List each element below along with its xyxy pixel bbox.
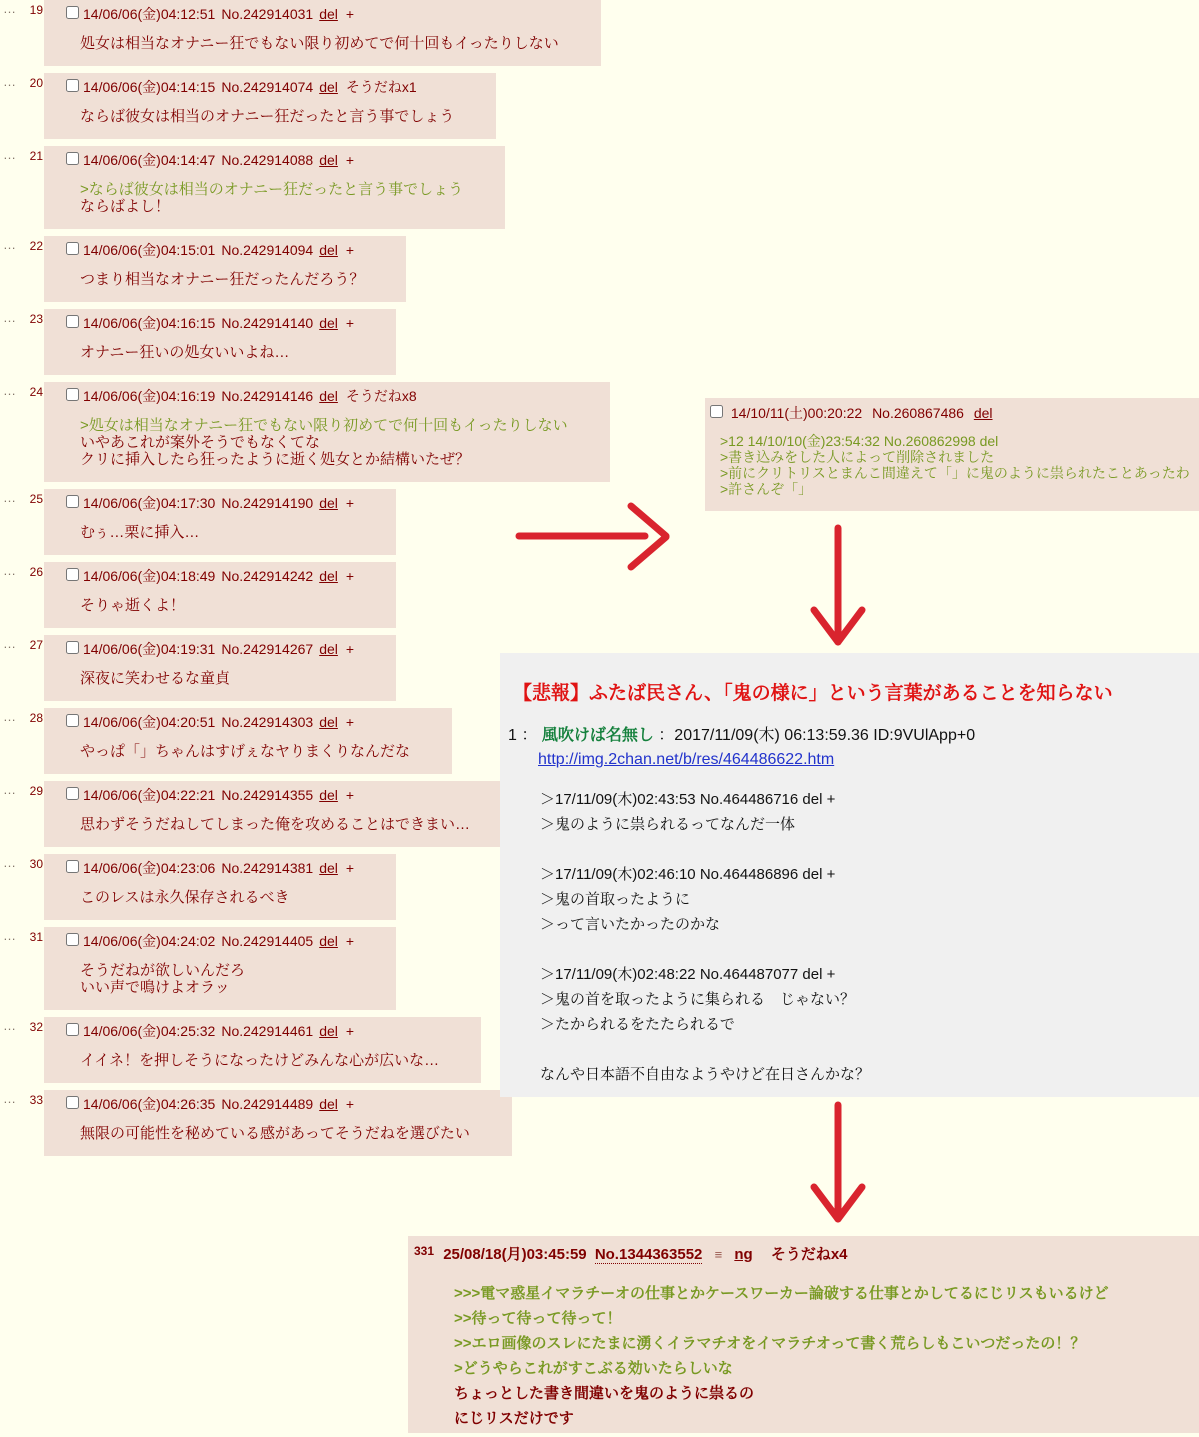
post-date: 14/06/06(金)04:14:15 bbox=[83, 79, 216, 95]
post-number: 27 bbox=[29, 638, 43, 652]
quoted-line: ＞鬼の首取ったように bbox=[540, 891, 691, 908]
quoted-line: ＞17/11/09(木)02:43:53 No.464486716 del + bbox=[540, 791, 836, 808]
post-no: No.242914242 bbox=[221, 568, 314, 584]
post-line: いやあこれが案外そうでもなくてな bbox=[80, 434, 321, 451]
plus-button[interactable]: + bbox=[345, 1023, 355, 1039]
post-no: No.242914267 bbox=[221, 641, 314, 657]
quoted-post bbox=[540, 862, 1199, 937]
delete-checkbox[interactable] bbox=[66, 6, 79, 19]
quote-line: >処女は相当なオナニー狂でもない限り初めてで何十回もイったりしない bbox=[80, 417, 568, 434]
collapse-marker[interactable]: … bbox=[3, 855, 17, 870]
collapse-marker[interactable]: … bbox=[3, 490, 17, 505]
post-body bbox=[80, 271, 364, 288]
matome-screenshot-box bbox=[500, 653, 1199, 1097]
post-header bbox=[66, 641, 354, 657]
del-link[interactable]: del bbox=[319, 641, 338, 657]
soudane-counter[interactable]: そうだねx1 bbox=[345, 79, 417, 95]
collapse-marker[interactable]: … bbox=[3, 383, 17, 398]
plus-button[interactable]: + bbox=[345, 787, 355, 803]
quoted-line: ＞って言いたかったのかな bbox=[540, 916, 721, 933]
quoted-line: ＞17/11/09(木)02:46:10 No.464486896 del + bbox=[540, 866, 836, 883]
red-arrow-down-icon bbox=[803, 1098, 873, 1228]
quote-line: >>エロ画像のスレにたまに湧くイラマチオをイマラチオって書く荒らしもこいつだったの！？ bbox=[454, 1335, 1086, 1352]
soudane-counter[interactable]: そうだねx4 bbox=[770, 1246, 848, 1263]
thread-post-row bbox=[0, 146, 560, 229]
del-link[interactable]: del bbox=[319, 79, 338, 95]
thread-post-row bbox=[0, 1090, 560, 1156]
post-body bbox=[720, 433, 1191, 497]
quoted-line: なんや日本語不自由なようやけど在日さんかな？ bbox=[540, 1066, 871, 1083]
post-date: 14/06/06(金)04:18:49 bbox=[83, 568, 216, 584]
post-block bbox=[44, 562, 396, 628]
post-line: クリに挿入したら狂ったように逝く処女とか結構いたぜ？ bbox=[80, 451, 471, 468]
thread-post-row bbox=[0, 562, 560, 628]
post-line: ならばよし！ bbox=[80, 198, 171, 215]
delete-checkbox[interactable] bbox=[66, 860, 79, 873]
post-body bbox=[80, 35, 559, 52]
del-link[interactable]: del bbox=[319, 1023, 338, 1039]
futaba-post-1344363552 bbox=[408, 1236, 1199, 1433]
del-link[interactable]: del bbox=[973, 405, 993, 421]
soudane-counter[interactable]: そうだねx8 bbox=[345, 388, 417, 404]
delete-checkbox[interactable] bbox=[66, 641, 79, 654]
post-block bbox=[44, 73, 496, 139]
post-no: No.242914405 bbox=[221, 933, 314, 949]
post-line: ならば彼女は相当のオナニー狂だったと言う事でしょう bbox=[80, 108, 455, 125]
red-arrow-right-icon bbox=[512, 497, 677, 577]
post-number: 33 bbox=[29, 1093, 43, 1107]
post-body bbox=[80, 962, 354, 996]
post-header bbox=[414, 1243, 1199, 1264]
post-no: No.242914088 bbox=[221, 152, 314, 168]
post-number: 24 bbox=[29, 385, 43, 399]
post-header bbox=[66, 787, 470, 803]
thread-post-row bbox=[0, 309, 560, 375]
thread-post-row bbox=[0, 708, 560, 774]
post-header bbox=[66, 242, 364, 258]
quoted-post bbox=[540, 962, 1199, 1037]
quote-line: >12 14/10/10(金)23:54:32 No.260862998 del bbox=[720, 433, 999, 449]
quote-line: >どうやらこれがすこぶる効いたらしいな bbox=[454, 1360, 733, 1377]
delete-checkbox[interactable] bbox=[66, 1023, 79, 1036]
post-date: 14/06/06(金)04:25:32 bbox=[83, 1023, 216, 1039]
post-body bbox=[80, 524, 354, 541]
del-link[interactable]: del bbox=[319, 933, 338, 949]
post-number: 29 bbox=[29, 784, 43, 798]
del-link[interactable]: del bbox=[319, 787, 338, 803]
post-number: 23 bbox=[29, 312, 43, 326]
post-date: 14/06/06(金)04:14:47 bbox=[83, 152, 216, 168]
post-no: No.242914074 bbox=[221, 79, 314, 95]
quoted-posts bbox=[540, 787, 1199, 1087]
post-block bbox=[44, 1090, 512, 1156]
plus-button[interactable]: + bbox=[345, 860, 355, 876]
post-header bbox=[66, 79, 454, 95]
post-date: 14/06/06(金)04:16:19 bbox=[83, 388, 216, 404]
post-line: むぅ…栗に挿入… bbox=[80, 524, 200, 541]
post-line: イイネ！を押しそうになったけどみんな心が広いな… bbox=[80, 1052, 440, 1069]
del-link[interactable]: del bbox=[319, 6, 338, 22]
collapse-marker[interactable]: … bbox=[3, 928, 17, 943]
red-arrow-down-icon bbox=[803, 521, 873, 651]
quote-line: >>待って待って待って！ bbox=[454, 1310, 622, 1327]
del-link[interactable]: del bbox=[319, 242, 338, 258]
quote-line: >前にクリトリスとまんこ間違えて「」に鬼のように祟られたことあったわ bbox=[720, 465, 1190, 481]
post-menu-icon[interactable]: ≡ bbox=[714, 1247, 723, 1262]
post-line: 思わずそうだねしてしまった俺を攻めることはできまい… bbox=[80, 816, 471, 833]
plus-button[interactable]: + bbox=[345, 6, 355, 22]
plus-button[interactable]: + bbox=[345, 152, 355, 168]
post-block bbox=[44, 635, 396, 701]
collapse-marker[interactable]: … bbox=[3, 1018, 17, 1033]
post-line: やっぱ「」ちゃんはすげぇなヤりまくりなんだな bbox=[80, 743, 411, 760]
post-number: 20 bbox=[29, 76, 43, 90]
plus-button[interactable]: + bbox=[345, 495, 355, 511]
thread-post-row bbox=[0, 781, 560, 847]
post-block bbox=[44, 382, 610, 482]
post-date: 14/06/06(金)04:19:31 bbox=[83, 641, 216, 657]
post-block bbox=[44, 1017, 481, 1083]
delete-checkbox[interactable] bbox=[66, 568, 79, 581]
thread-post-row bbox=[0, 0, 560, 66]
post-no: No.242914381 bbox=[221, 860, 314, 876]
delete-checkbox[interactable] bbox=[66, 315, 79, 328]
thread-link[interactable]: http://img.2chan.net/b/res/464486622.htm bbox=[538, 751, 835, 768]
thread-post-row bbox=[0, 1017, 560, 1083]
thread-post-row bbox=[0, 489, 560, 555]
post-block bbox=[44, 309, 396, 375]
post-header bbox=[710, 405, 1191, 421]
plus-button[interactable]: + bbox=[345, 641, 355, 657]
post-date: 14/06/06(金)04:16:15 bbox=[83, 315, 216, 331]
post-date: 14/06/06(金)04:12:51 bbox=[83, 6, 216, 22]
delete-checkbox[interactable] bbox=[66, 242, 79, 255]
collapse-marker[interactable]: … bbox=[3, 1, 17, 16]
post-header bbox=[66, 568, 354, 584]
post-no: No.242914303 bbox=[221, 714, 314, 730]
quote-line: >書き込みをした人によって削除されました bbox=[720, 449, 995, 465]
post-body bbox=[80, 181, 463, 215]
post-header bbox=[66, 1096, 470, 1112]
plus-button[interactable]: + bbox=[345, 714, 355, 730]
post-block bbox=[44, 0, 601, 66]
post-number: 22 bbox=[29, 239, 43, 253]
post-header bbox=[66, 152, 463, 168]
post-body bbox=[80, 889, 354, 906]
del-link[interactable]: del bbox=[319, 495, 338, 511]
post-line: そりゃ逝くよ！ bbox=[80, 597, 186, 614]
post-header bbox=[66, 714, 410, 730]
plus-button[interactable]: + bbox=[345, 568, 355, 584]
post-header bbox=[66, 1023, 439, 1039]
post-number: 26 bbox=[29, 565, 43, 579]
plus-button[interactable]: + bbox=[345, 315, 355, 331]
post-block bbox=[44, 854, 396, 920]
post-no: No.242914190 bbox=[221, 495, 314, 511]
delete-checkbox[interactable] bbox=[66, 495, 79, 508]
thread-post-row bbox=[0, 635, 560, 701]
post-no: No.242914031 bbox=[221, 6, 314, 22]
post-date: 14/06/06(金)04:20:51 bbox=[83, 714, 216, 730]
post-header bbox=[66, 495, 354, 511]
post-header bbox=[66, 388, 568, 404]
post-block bbox=[44, 708, 452, 774]
collapse-marker[interactable]: … bbox=[3, 709, 17, 724]
plus-button[interactable]: + bbox=[345, 1096, 355, 1112]
collapse-marker[interactable]: … bbox=[3, 782, 17, 797]
thread-post-row bbox=[0, 73, 560, 139]
quoted-line: ＞17/11/09(木)02:48:22 No.464487077 del + bbox=[540, 966, 836, 983]
quoted-post bbox=[540, 787, 1199, 837]
ng-link[interactable]: ng bbox=[734, 1246, 753, 1263]
delete-checkbox[interactable] bbox=[66, 787, 79, 800]
delete-checkbox[interactable] bbox=[66, 714, 79, 727]
post-number: 21 bbox=[29, 149, 43, 163]
quoted-line: ＞鬼の首を取ったように集られる じゃない？ bbox=[540, 991, 856, 1008]
post-line: 深夜に笑わせるな童貞 bbox=[80, 670, 231, 687]
post-body bbox=[80, 1052, 439, 1069]
del-link[interactable]: del bbox=[319, 860, 338, 876]
post-body bbox=[80, 344, 354, 361]
post-date: 14/06/06(金)04:24:02 bbox=[83, 933, 216, 949]
collapse-marker[interactable]: … bbox=[3, 636, 17, 651]
post-line: つまり相当なオナニー狂だったんだろう？ bbox=[80, 271, 365, 288]
post-date: 14/06/06(金)04:15:01 bbox=[83, 242, 216, 258]
post-number: 28 bbox=[29, 711, 43, 725]
post-header bbox=[66, 6, 559, 22]
post-no: No.242914094 bbox=[221, 242, 314, 258]
quote-line: >許さんぞ「」 bbox=[720, 481, 813, 497]
post-number: 331 bbox=[414, 1244, 435, 1258]
thread-post-row bbox=[0, 854, 560, 920]
post-no: No.242914489 bbox=[221, 1096, 314, 1112]
del-link[interactable]: del bbox=[319, 315, 338, 331]
post-line: 無限の可能性を秘めている感があってそうだねを選びたい bbox=[80, 1125, 470, 1142]
post-block bbox=[44, 489, 396, 555]
collapse-marker[interactable]: … bbox=[3, 237, 17, 252]
del-link[interactable]: del bbox=[319, 152, 338, 168]
post-block bbox=[44, 146, 505, 229]
thread-post-row bbox=[0, 236, 560, 302]
post-number: 30 bbox=[29, 857, 43, 871]
post-date-id: ：2017/11/09(木) 06:13:59.36 ID:9VUlApp+0 bbox=[658, 727, 976, 744]
post-body bbox=[80, 597, 354, 614]
thread-headline: 【悲報】ふたば民さん、「鬼の様に」という言葉があることを知らない bbox=[513, 683, 1113, 704]
post-date: 14/06/06(金)04:22:21 bbox=[83, 787, 216, 803]
post-header bbox=[66, 933, 354, 949]
post-number: 31 bbox=[29, 930, 43, 944]
post-line: そうだねが欲しいんだろ bbox=[80, 962, 246, 979]
post-date: 14/06/06(金)04:23:06 bbox=[83, 860, 216, 876]
post-block bbox=[44, 927, 396, 1010]
post-number: 32 bbox=[29, 1020, 43, 1034]
post-date: 14/06/06(金)04:17:30 bbox=[83, 495, 216, 511]
post-block bbox=[44, 236, 406, 302]
post-no: No.242914140 bbox=[221, 315, 314, 331]
post-body bbox=[454, 1281, 1199, 1431]
post-line: にじリスだけです bbox=[454, 1410, 574, 1427]
post-body bbox=[80, 108, 454, 125]
quote-line: >ならば彼女は相当のオナニー狂だったと言う事でしょう bbox=[80, 181, 464, 198]
del-link[interactable]: del bbox=[319, 568, 338, 584]
post-body bbox=[80, 816, 470, 833]
quote-line: >>>電マ惑星イマラチーオの仕事とかケースワーカー論破する仕事とかしてるにじリスもいるけど bbox=[454, 1285, 1109, 1302]
plus-button[interactable]: + bbox=[345, 933, 355, 949]
post-no: No.242914461 bbox=[221, 1023, 314, 1039]
delete-checkbox[interactable] bbox=[66, 152, 79, 165]
post-no: No.242914355 bbox=[221, 787, 314, 803]
post-line: 処女は相当なオナニー狂でもない限り初めてで何十回もイったりしない bbox=[80, 35, 559, 52]
thread-column bbox=[0, 0, 568, 1163]
quoted-post bbox=[540, 1062, 1199, 1087]
delete-checkbox[interactable] bbox=[66, 1096, 79, 1109]
quoted-line: ＞たかられるをたたられるで bbox=[540, 1016, 735, 1033]
poster-name: 風吹けば名無し bbox=[541, 727, 654, 744]
collapse-marker[interactable]: … bbox=[3, 563, 17, 578]
delete-checkbox[interactable] bbox=[66, 933, 79, 946]
collapse-marker[interactable]: … bbox=[3, 1091, 17, 1106]
collapse-marker[interactable]: … bbox=[3, 74, 17, 89]
post-date: 14/06/06(金)04:26:35 bbox=[83, 1096, 216, 1112]
post-header bbox=[66, 860, 354, 876]
post-date: 25/08/18(月)03:45:59 bbox=[443, 1246, 587, 1263]
del-link[interactable]: del bbox=[319, 1096, 338, 1112]
post-no: No.242914146 bbox=[221, 388, 314, 404]
collapse-marker[interactable]: … bbox=[3, 147, 17, 162]
post-body bbox=[80, 1125, 470, 1142]
post-number: 19 bbox=[29, 3, 43, 17]
post-number: 1 bbox=[508, 727, 517, 744]
post-line: このレスは永久保存されるべき bbox=[80, 889, 290, 906]
thread-post-row bbox=[0, 382, 568, 482]
post-no: No.260867486 bbox=[872, 405, 964, 421]
post-meta bbox=[508, 722, 1199, 745]
collapse-marker[interactable]: … bbox=[3, 310, 17, 325]
post-number: 25 bbox=[29, 492, 43, 506]
post-header bbox=[66, 315, 354, 331]
thread-post-row bbox=[0, 927, 560, 1010]
del-link[interactable]: del bbox=[319, 388, 338, 404]
post-no[interactable]: No.1344363552 bbox=[594, 1246, 703, 1263]
del-link[interactable]: del bbox=[319, 714, 338, 730]
post-date: 14/10/11(土)00:20:22 bbox=[730, 405, 863, 421]
delete-checkbox[interactable] bbox=[66, 79, 79, 92]
post-body bbox=[80, 670, 354, 687]
post-body bbox=[80, 417, 568, 468]
post-line: ちょっとした書き間違いを鬼のように祟るの bbox=[454, 1385, 755, 1402]
post-line: オナニー狂いの処女いいよね… bbox=[80, 344, 290, 361]
meta-separator: ： bbox=[521, 727, 538, 744]
futaba-post-260867486 bbox=[705, 398, 1199, 511]
delete-checkbox[interactable] bbox=[66, 388, 79, 401]
post-block bbox=[44, 781, 512, 847]
quoted-line: ＞鬼のように祟られるってなんだ一体 bbox=[540, 816, 796, 833]
plus-button[interactable]: + bbox=[345, 242, 355, 258]
delete-checkbox[interactable] bbox=[710, 405, 723, 418]
post-body bbox=[80, 743, 410, 760]
post-line: いい声で鳴けよオラッ bbox=[80, 979, 230, 996]
